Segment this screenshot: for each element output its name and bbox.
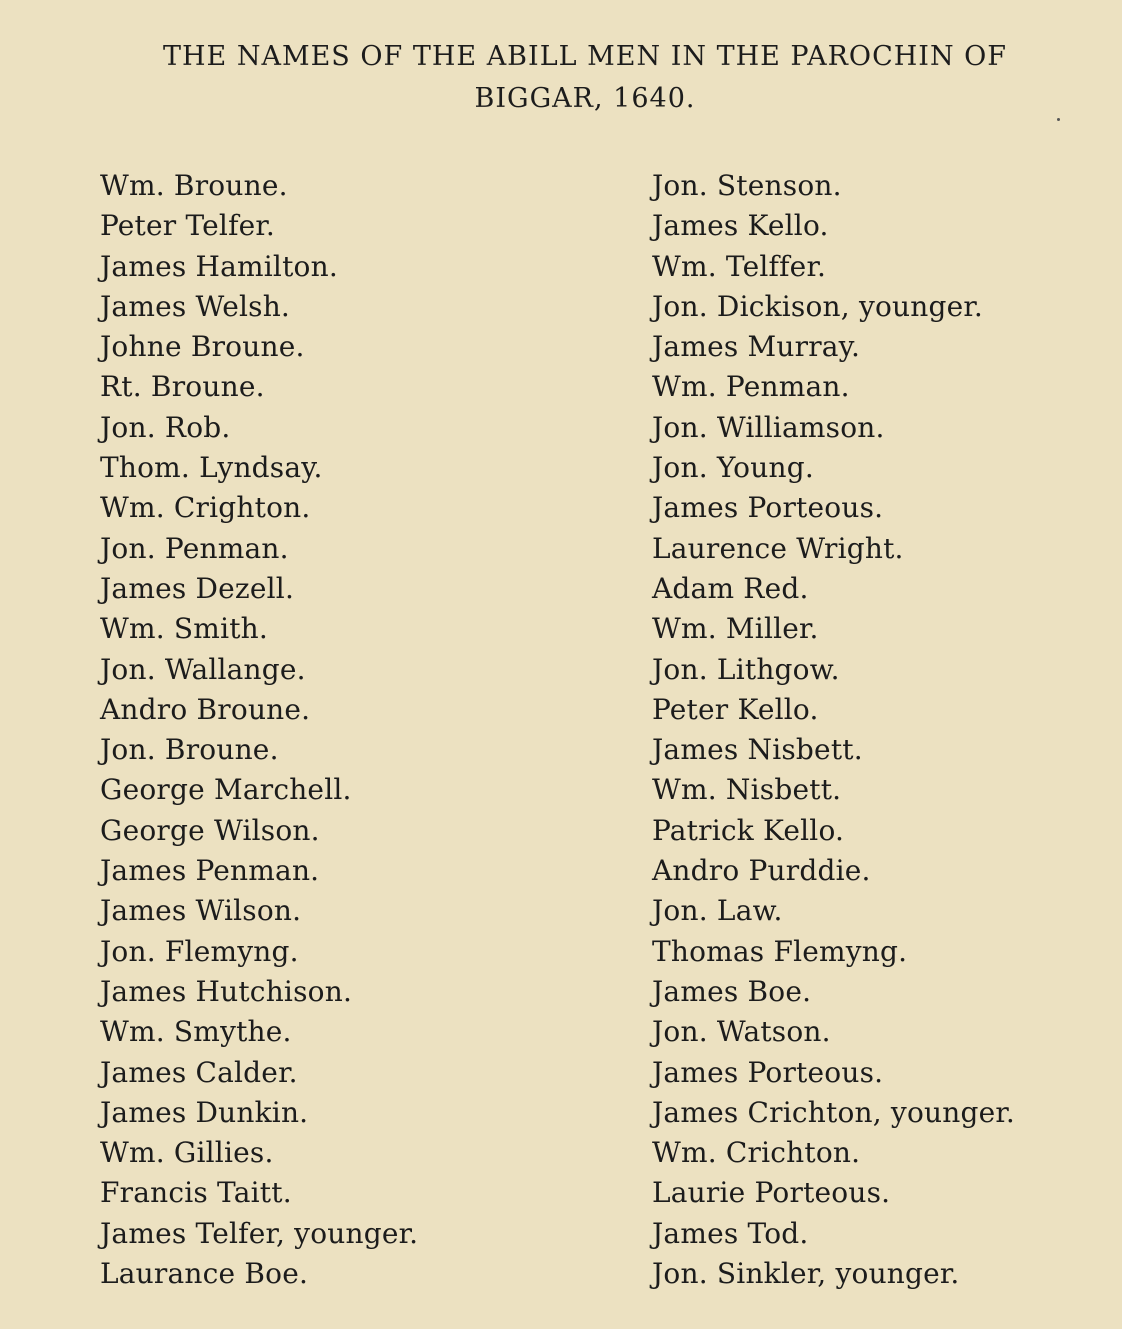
name-entry: Wm. Smith. (100, 612, 269, 646)
name-entry: George Marchell. (100, 773, 352, 807)
heading-line-2: BIGGAR, 1640. (474, 83, 696, 114)
name-entry: James Crichton, younger. (652, 1095, 1015, 1129)
name-entry: Jon. Sinkler, younger. (652, 1257, 960, 1291)
name-entry: Jon. Penman. (100, 531, 289, 565)
name-entry: Wm. Telffer. (652, 249, 827, 283)
names-column-right (652, 166, 1015, 1294)
name-entry: Jon. Dickison, younger. (652, 289, 984, 323)
name-entry: James Welsh. (100, 289, 291, 323)
name-entry: Jon. Stenson. (652, 169, 842, 202)
name-entry: Wm. Broune. (100, 169, 288, 202)
name-entry: James Murray. (652, 330, 861, 364)
name-entry: Johne Broune. (100, 330, 305, 364)
name-entry: Andro Purddie. (652, 854, 871, 888)
page-heading (60, 36, 1110, 120)
name-entry: Jon. Wallange. (100, 652, 306, 686)
names-column-left (100, 166, 418, 1294)
name-entry: James Dezell. (100, 571, 295, 605)
name-entry: Wm. Crighton. (100, 491, 311, 525)
print-speck (1057, 118, 1060, 121)
name-entry: Andro Broune. (100, 692, 311, 726)
name-entry: Rt. Broune. (100, 370, 265, 404)
name-entry: Jon. Young. (652, 451, 814, 485)
name-entry: Peter Kello. (652, 692, 819, 726)
name-entry: James Kello. (652, 209, 829, 243)
name-entry: James Boe. (652, 974, 812, 1008)
name-entry: James Hamilton. (100, 249, 338, 283)
name-entry: Peter Telfer. (100, 209, 276, 243)
name-entry: Wm. Nisbett. (652, 773, 842, 807)
name-entry: Jon. Flemyng. (100, 934, 299, 968)
name-entry: James Porteous. (652, 1055, 884, 1089)
name-entry: Laurie Porteous. (652, 1176, 891, 1210)
name-entry: James Penman. (100, 854, 320, 888)
name-entry: Laurance Boe. (100, 1257, 309, 1291)
name-entry: Wm. Miller. (652, 612, 819, 646)
name-entry: Patrick Kello. (652, 813, 845, 847)
name-entry: Francis Taitt. (100, 1176, 292, 1210)
name-entry: Wm. Gillies. (100, 1136, 274, 1170)
name-entry: Laurence Wright. (652, 531, 904, 565)
name-entry: James Dunkin. (100, 1095, 309, 1129)
name-entry: Jon. Lithgow. (652, 652, 840, 686)
name-entry: Wm. Crichton. (652, 1136, 861, 1170)
name-entry: Jon. Watson. (652, 1015, 831, 1049)
name-entry: Jon. Rob. (100, 410, 231, 444)
name-entry: Wm. Penman. (652, 370, 850, 404)
name-entry: Thomas Flemyng. (652, 934, 908, 968)
name-entry: James Porteous. (652, 491, 884, 525)
name-entry: James Calder. (100, 1055, 298, 1089)
heading-line-1: THE NAMES OF THE ABILL MEN IN THE PAROCHIN OF (162, 41, 1008, 72)
name-entry: Adam Red. (652, 571, 809, 605)
name-entry: James Nisbett. (652, 733, 863, 767)
name-entry: James Telfer, younger. (100, 1216, 419, 1250)
name-entry: Wm. Smythe. (100, 1015, 292, 1049)
name-entry: Jon. Williamson. (652, 410, 885, 444)
name-entry: James Wilson. (100, 894, 302, 928)
name-entry: James Hutchison. (100, 974, 353, 1008)
name-entry: James Tod. (652, 1216, 809, 1250)
name-entry: Jon. Law. (652, 894, 783, 928)
name-entry: Jon. Broune. (100, 733, 279, 767)
name-entry: Thom. Lyndsay. (100, 451, 323, 485)
name-entry: George Wilson. (100, 813, 320, 847)
